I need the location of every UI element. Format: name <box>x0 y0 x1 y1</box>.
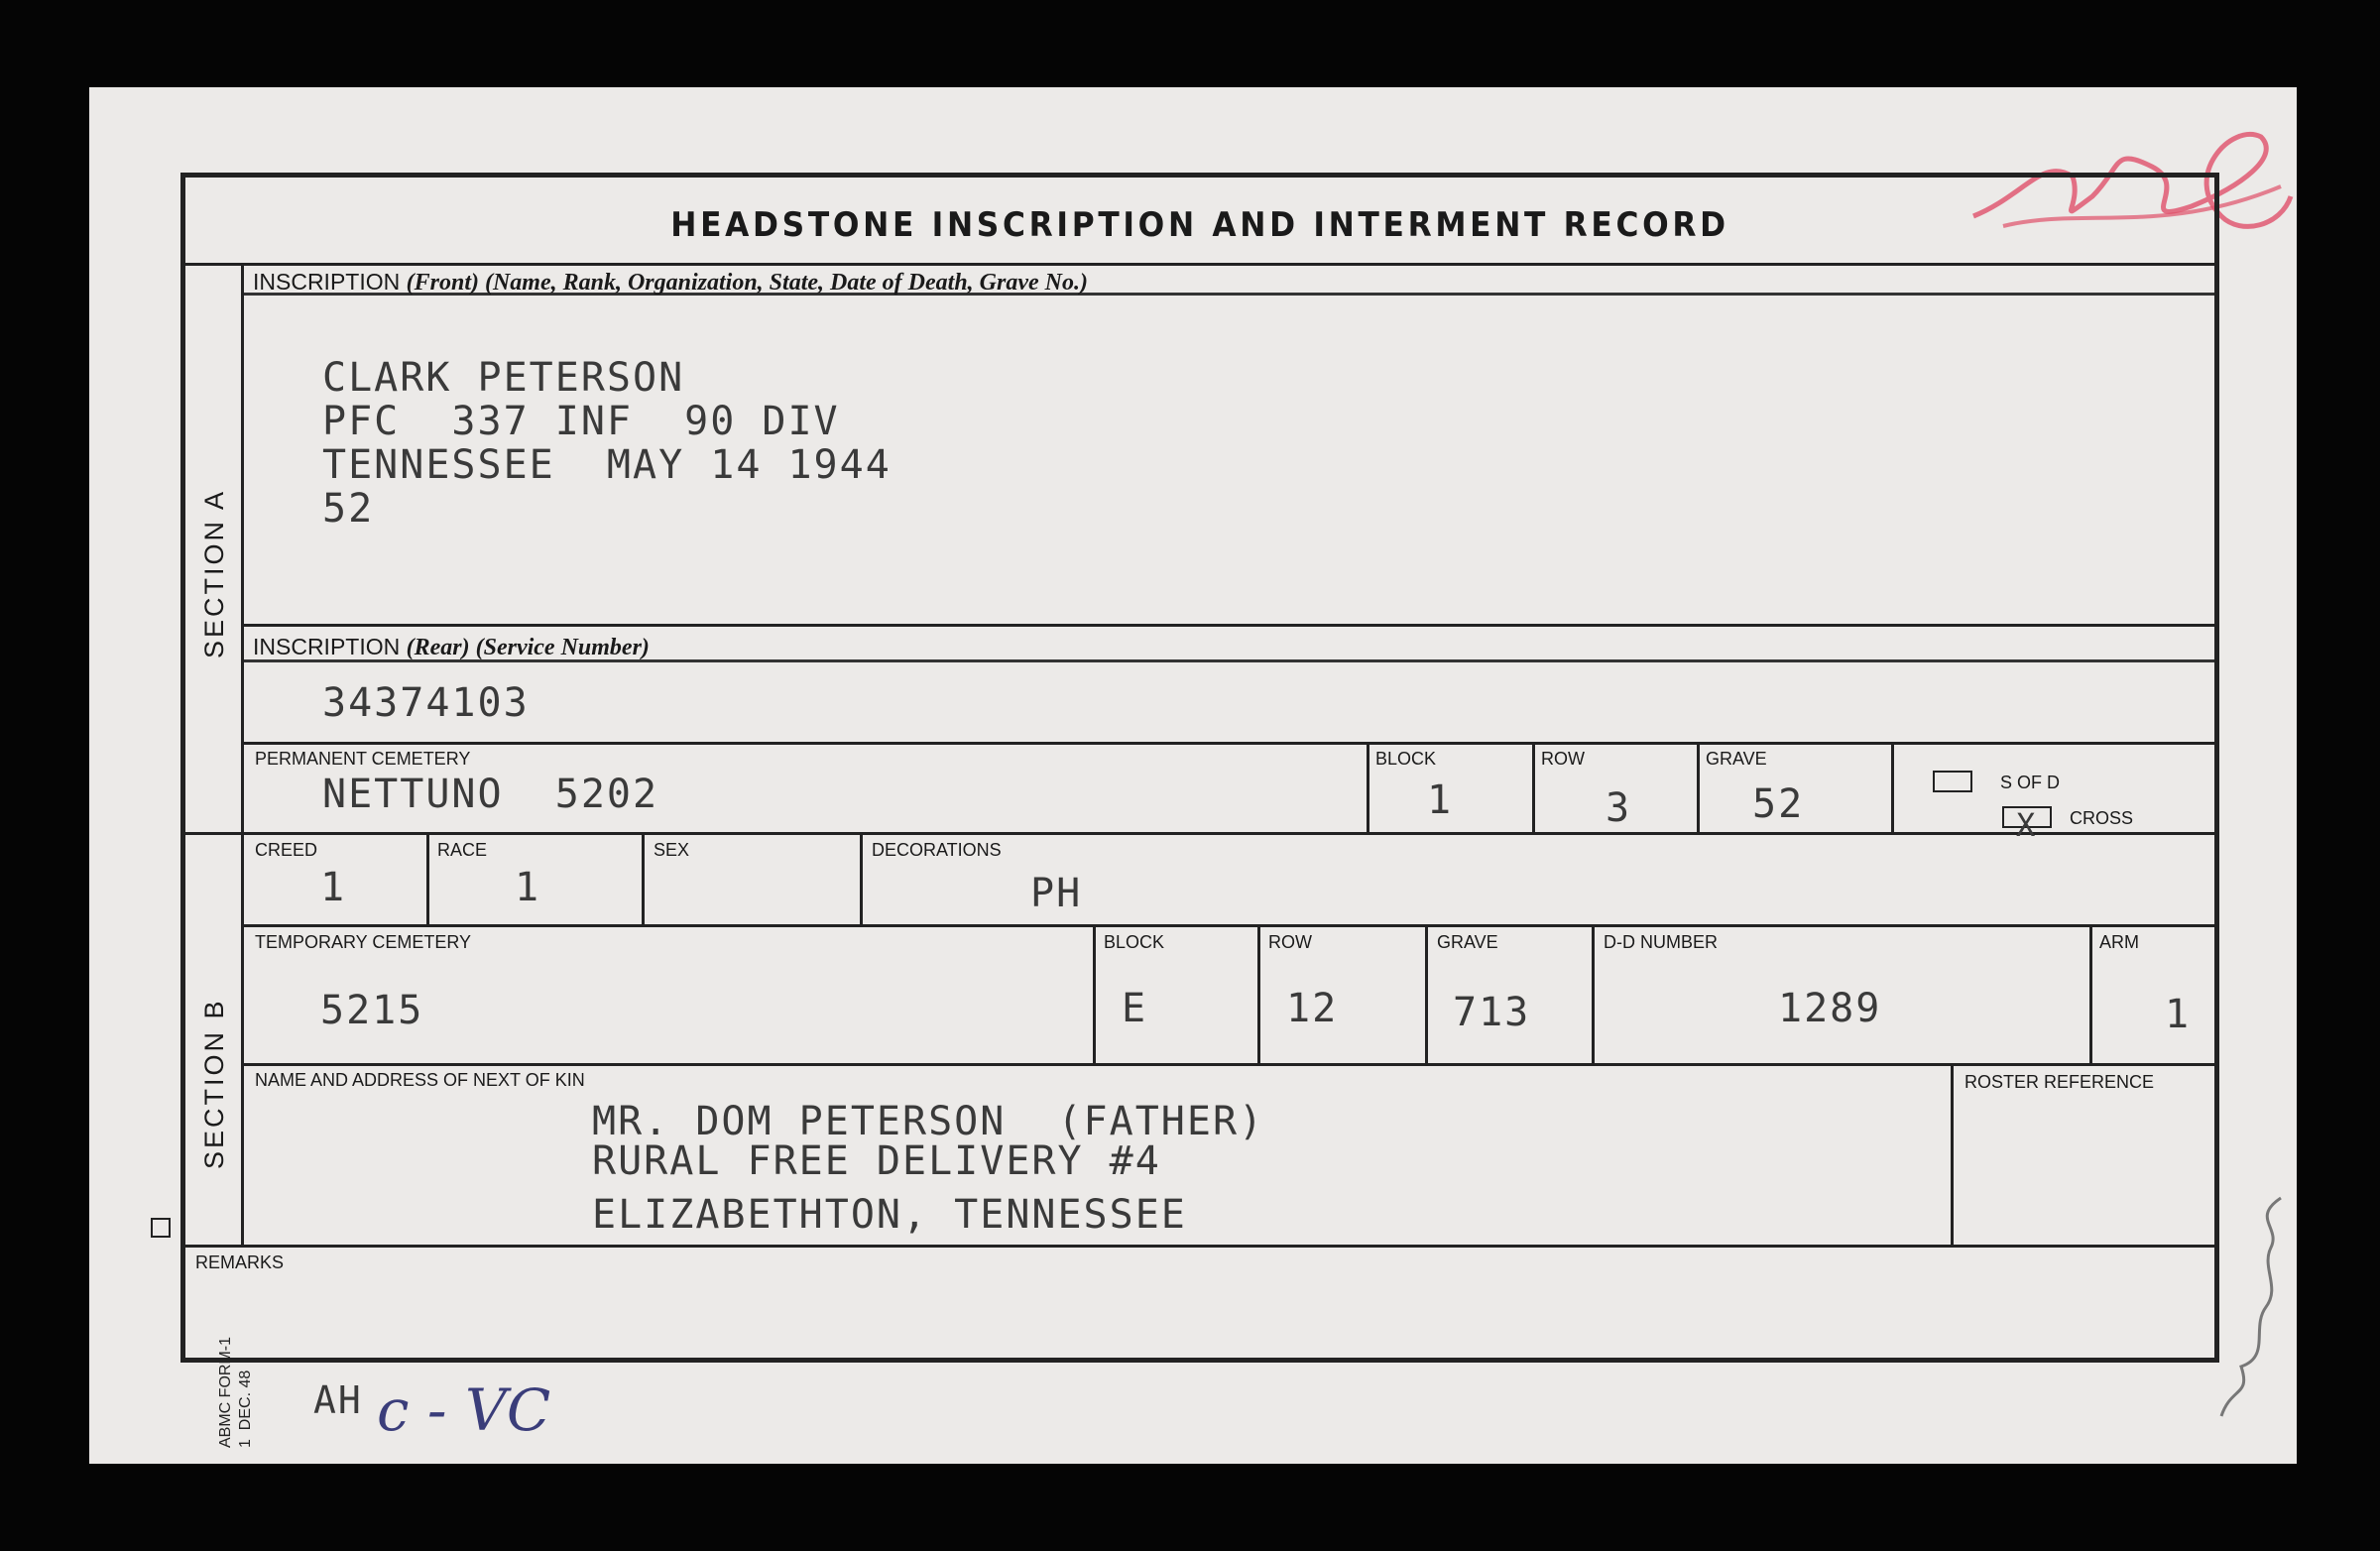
form-id: ABMC FORM-1 1 DEC. 48 <box>217 1337 254 1448</box>
form-title: HEADSTONE INSCRIPTION AND INTERMENT RECORD <box>670 205 1729 245</box>
race-value: 1 <box>515 865 541 910</box>
temporary-cemetery-value: 5215 <box>320 988 424 1033</box>
form-id-checkbox <box>151 1218 171 1238</box>
typed-annotation: AH <box>313 1378 363 1422</box>
inscription-front-line-3: TENNESSEE MAY 14 1944 <box>322 442 892 488</box>
next-of-kin-line-3: ELIZABETHTON, TENNESSEE <box>592 1192 1187 1238</box>
permanent-block-value: 1 <box>1427 777 1454 823</box>
divider-remarks <box>185 1245 2214 1248</box>
permanent-grave-label: GRAVE <box>1706 749 1767 769</box>
temporary-block-value: E <box>1122 986 1148 1031</box>
cross-checkbox[interactable] <box>2002 806 2052 844</box>
inscription-rear-label: INSCRIPTION (Rear) (Service Number) <box>253 634 650 660</box>
temporary-row-label: ROW <box>1268 932 1312 952</box>
cross-check-mark: X <box>2016 806 2036 844</box>
permanent-row-label: ROW <box>1541 749 1585 769</box>
next-of-kin-line-2: RURAL FREE DELIVERY #4 <box>592 1138 1161 1184</box>
permanent-cemetery-label: PERMANENT CEMETERY <box>255 749 471 769</box>
section-b-label: SECTION B <box>199 998 229 1169</box>
inscription-front-line-2: PFC 337 INF 90 DIV <box>322 399 840 444</box>
dd-number-value: 1289 <box>1778 986 1882 1031</box>
divider-title <box>185 263 2214 266</box>
temporary-row-value: 12 <box>1286 986 1339 1031</box>
temporary-grave-value: 713 <box>1453 990 1531 1035</box>
record-card <box>89 87 2297 1464</box>
divider-temporary <box>241 924 2214 927</box>
creed-label: CREED <box>255 840 318 860</box>
temporary-cemetery-label: TEMPORARY CEMETERY <box>255 932 472 952</box>
section-column-line <box>241 263 244 1245</box>
arm-value: 1 <box>2165 992 2192 1037</box>
permanent-row-value: 3 <box>1606 785 1632 831</box>
next-of-kin-line-1: MR. DOM PETERSON (FATHER) <box>592 1099 1265 1144</box>
decorations-value: PH <box>1030 871 1083 916</box>
divider-permanent <box>241 742 2214 745</box>
handwritten-annotation: c - VC <box>377 1376 551 1444</box>
race-label: RACE <box>437 840 488 860</box>
form-frame <box>180 173 2219 1363</box>
sex-label: SEX <box>654 840 690 860</box>
inscription-front-label: INSCRIPTION (Front) (Name, Rank, Organization, State, Date of Death, Grave No.) <box>253 269 1088 296</box>
divider-kin <box>241 1063 2214 1066</box>
section-a-label: SECTION A <box>199 488 229 658</box>
service-number-value: 34374103 <box>322 680 530 726</box>
decorations-label: DECORATIONS <box>872 840 1002 860</box>
roster-reference-label: ROSTER REFERENCE <box>1964 1072 2155 1092</box>
divider-section-b <box>185 832 2214 835</box>
pencil-initials-mark <box>2211 1188 2301 1426</box>
permanent-grave-value: 52 <box>1752 781 1805 827</box>
divider-rear <box>241 624 2214 627</box>
permanent-block-label: BLOCK <box>1375 749 1437 769</box>
arm-label: ARM <box>2099 932 2139 952</box>
creed-value: 1 <box>320 865 347 910</box>
s-of-d-checkbox[interactable] <box>1933 771 1972 792</box>
permanent-cemetery-value: NETTUNO 5202 <box>322 772 659 817</box>
cross-label: CROSS <box>2070 808 2134 828</box>
dd-number-label: D-D NUMBER <box>1604 932 1718 952</box>
temporary-block-label: BLOCK <box>1104 932 1165 952</box>
next-of-kin-label: NAME AND ADDRESS OF NEXT OF KIN <box>255 1070 585 1090</box>
remarks-label: REMARKS <box>195 1253 285 1272</box>
inscription-front-line-4: 52 <box>322 486 375 532</box>
s-of-d-label: S OF D <box>2000 773 2061 792</box>
inscription-front-line-1: CLARK PETERSON <box>322 355 685 401</box>
temporary-grave-label: GRAVE <box>1437 932 1498 952</box>
